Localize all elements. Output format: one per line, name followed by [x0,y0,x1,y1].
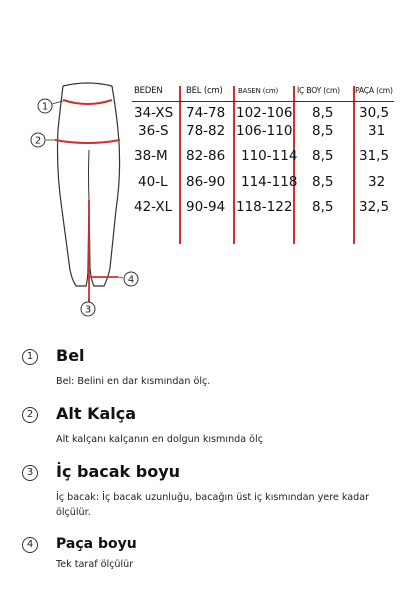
guide-title: Alt Kalça [56,404,137,423]
cell-bel: 90-94 [186,199,226,216]
number-badge: 3 [22,465,38,481]
cell-ic-boy: 8,5 [312,199,334,216]
leader-4 [118,277,123,278]
crotch-line [89,150,90,200]
svg-text:4: 4 [127,274,135,286]
guide-description: Tek taraf ölçülür [56,559,134,570]
guide-title: Bel [56,346,85,365]
cell-size: 42-XL [134,199,173,216]
cell-size: 34-XS [134,105,174,121]
marker-1 [38,99,52,113]
svg-text:2: 2 [34,135,42,147]
cell-size: 40-L [138,173,168,190]
cell-bel: 78-82 [186,123,226,139]
marker-3 [81,302,95,316]
cell-ic-boy: 8,5 [312,173,334,190]
number-badge: 2 [22,407,38,423]
cell-paca: 31 [368,123,386,139]
table-header [132,86,394,102]
guide-title: Paça boyu [56,536,137,552]
header-paca: PAÇA (cm) [355,86,393,95]
number-badge: 1 [22,349,38,365]
table-row [132,145,394,170]
cell-paca: 32 [368,173,386,190]
cell-ic-boy: 8,5 [312,105,334,121]
cell-basen: 114-118 [241,173,298,190]
guide-description: İç bacak: İç bacak uzunluğu, bacağın üst iç kısmından yere kadar ölçülür. [56,492,370,518]
cell-basen: 106-110 [236,123,293,139]
table-body [132,102,394,222]
marker-4 [124,272,138,286]
cell-size: 38-M [134,148,168,165]
header-bel: BEL (cm) [186,86,223,96]
marker-2 [31,133,45,147]
cell-bel: 82-86 [186,148,226,165]
waist-band [63,100,112,104]
table-row [132,120,394,145]
cell-ic-boy: 8,5 [312,148,334,165]
svg-text:3: 3 [84,304,92,316]
header-basen: BASEN (cm) [238,87,279,95]
cell-bel: 86-90 [186,173,226,190]
cell-basen: 118-122 [236,199,293,216]
trousers-figure [0,0,140,330]
cell-ic-boy: 8,5 [312,123,334,139]
header-ic-boy: İÇ BOY (cm) [297,86,340,95]
table-row [132,102,394,120]
number-badge: 4 [22,537,38,553]
size-table [132,86,394,222]
header-beden: BEDEN [134,86,163,96]
guide-description: Bel: Belini en dar kısmından ölç. [56,376,211,387]
cell-basen: 110-114 [241,148,298,165]
cell-paca: 32,5 [359,199,390,216]
table-row [132,196,394,221]
cell-paca: 31,5 [359,148,390,165]
cell-size: 36-S [138,123,169,139]
cell-bel: 74-78 [186,105,226,121]
svg-text:1: 1 [41,101,49,113]
waist-top [63,83,112,86]
cell-paca: 30,5 [359,105,390,121]
guide-title: İç bacak boyu [56,462,181,481]
hip-line [55,140,120,143]
cell-basen: 102-106 [236,105,293,121]
guide-description: Alt kalçanı kalçanın en dolgun kısmında ölç [56,434,263,445]
table-row [132,171,394,196]
